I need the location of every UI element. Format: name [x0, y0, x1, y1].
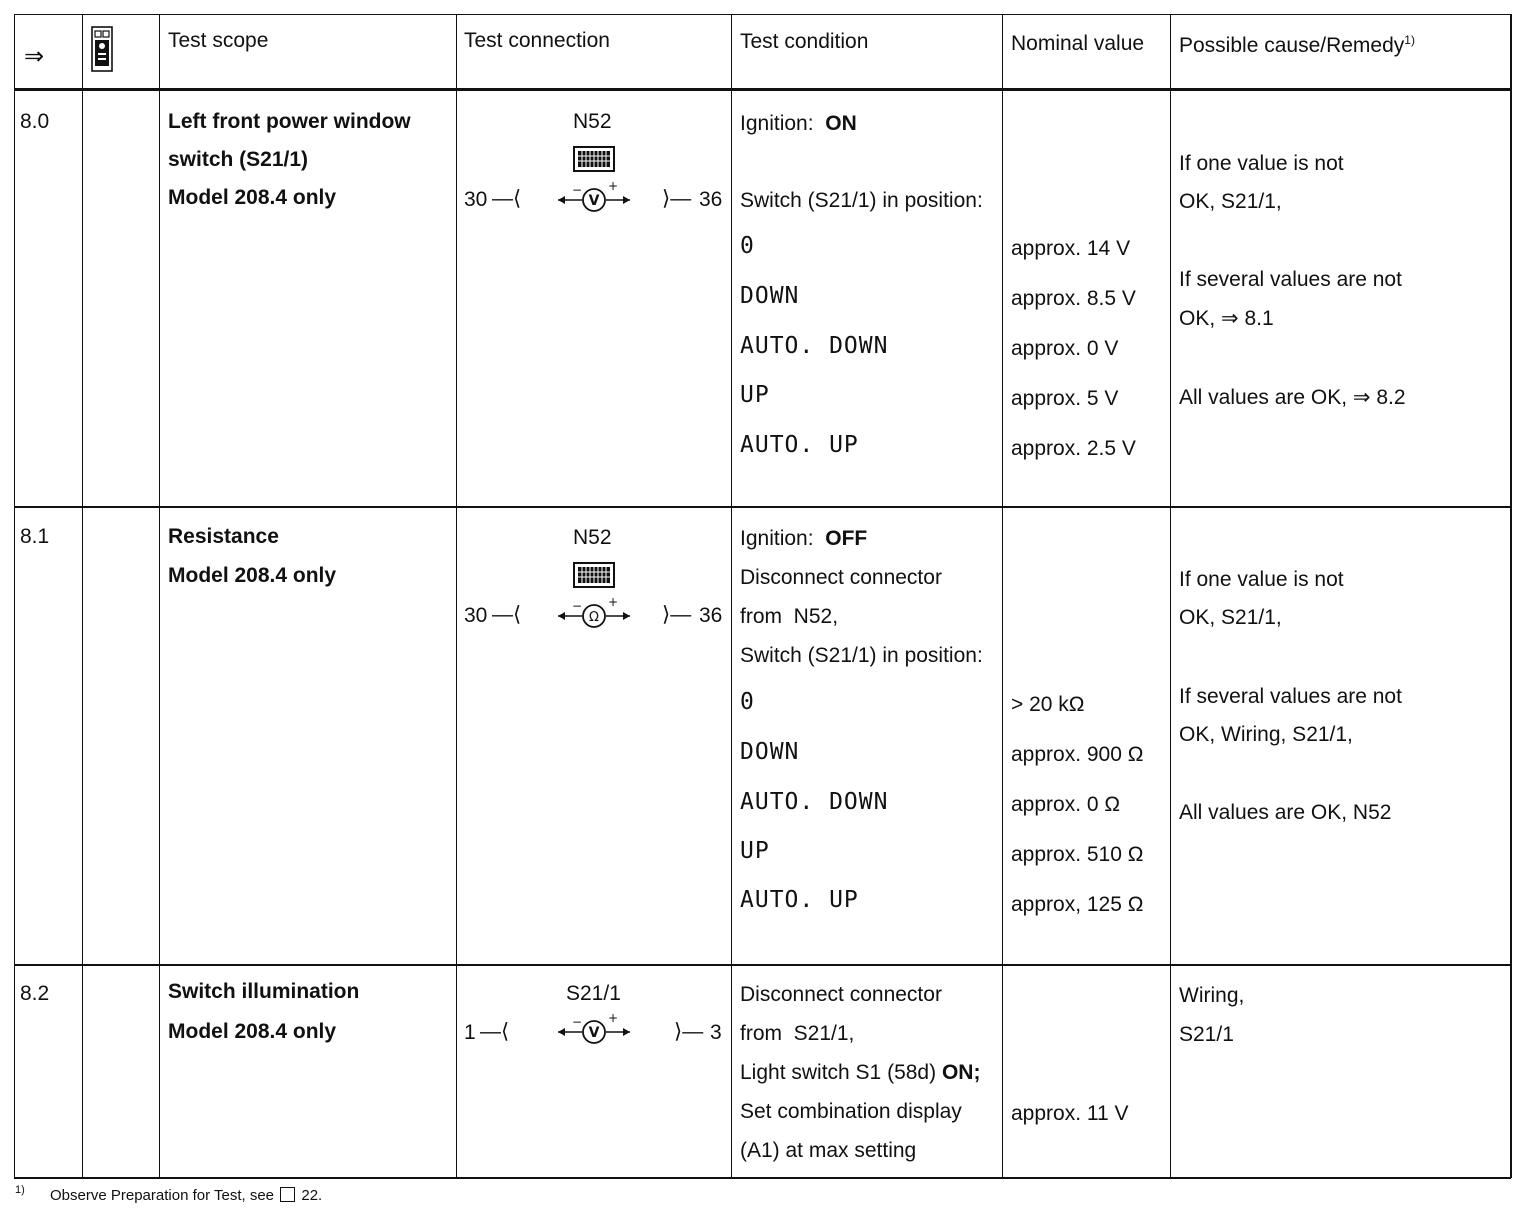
col-border-6 [1170, 14, 1171, 1178]
header-test-connection: Test connection [464, 29, 610, 52]
header-nominal-value: Nominal value [1011, 32, 1145, 55]
remedy-line: If one value is not [1179, 568, 1344, 591]
meter-symbol: V [588, 193, 600, 209]
footnote-text: Observe Preparation for Test, see 22. [50, 1187, 323, 1204]
row-divider-2 [14, 964, 1511, 966]
col-border-2 [159, 14, 160, 1178]
nominal-value: > 20 kΩ [1011, 693, 1085, 716]
meter-symbol: V [588, 1025, 600, 1041]
left-pin: 30 [464, 604, 488, 627]
condition-text: Light switch S1 (58d) ON; [740, 1061, 981, 1084]
col-border-3 [456, 14, 457, 1178]
remedy-line: Wiring, [1179, 984, 1245, 1007]
remedy-line: If one value is not [1179, 152, 1344, 175]
switch-position: UP [740, 382, 770, 408]
left-pin-symbol: —⟨ [480, 1020, 510, 1043]
condition-text: Set combination display [740, 1100, 962, 1123]
header-possible-cause: Possible cause/Remedy$^{1)}$ [1179, 33, 1415, 57]
step-number: 8.2 [20, 982, 50, 1005]
switch-position: AUTO. UP [740, 432, 859, 458]
voltmeter-icon [556, 1010, 632, 1051]
switch-position: UP [740, 838, 770, 864]
switch-position: 0 [740, 233, 755, 259]
step-number: 8.0 [20, 110, 50, 133]
switch-position: AUTO. UP [740, 887, 859, 913]
header-test-condition: Test condition [740, 30, 869, 53]
header-divider [14, 88, 1511, 91]
nominal-value: approx, 125 Ω [1011, 893, 1144, 916]
right-pin-symbol: ⟩— [662, 187, 692, 210]
table-top-border [14, 14, 1511, 15]
nominal-value: approx. 510 Ω [1011, 843, 1144, 866]
condition-text: Switch (S21/1) in position: [740, 189, 983, 212]
switch-position: DOWN [740, 739, 800, 765]
step-number: 8.1 [20, 525, 50, 548]
remedy-line: If several values are not [1179, 268, 1402, 291]
connection-component: N52 [573, 110, 612, 133]
right-pin: 36 [699, 604, 723, 627]
right-pin: 3 [710, 1021, 722, 1044]
remedy-line: OK, S21/1, [1179, 190, 1282, 213]
scope-line: Model 208.4 only [168, 1020, 337, 1043]
nominal-value: approx. 900 Ω [1011, 743, 1144, 766]
connection-component: N52 [573, 526, 612, 549]
switch-position: 0 [740, 689, 755, 715]
switch-position: AUTO. DOWN [740, 333, 889, 359]
nominal-value: approx. 2.5 V [1011, 437, 1136, 460]
connection-component: S21/1 [566, 982, 621, 1005]
meter-symbol: Ω [589, 610, 599, 625]
remedy-line: S21/1 [1179, 1023, 1234, 1046]
remedy-line: OK, S21/1, [1179, 606, 1282, 629]
right-pin-symbol: ⟩— [662, 603, 692, 626]
scope-line: Resistance [168, 525, 279, 548]
tester-icon [91, 26, 113, 77]
connector-box-icon [573, 144, 615, 177]
svg-text:−: − [572, 1015, 583, 1029]
scope-line: switch (S21/1) [168, 148, 309, 171]
header-arrow: ⇒ [24, 43, 45, 70]
nominal-value: approx. 0 Ω [1011, 793, 1121, 816]
nominal-value: approx. 11 V [1011, 1102, 1129, 1125]
ignition-line: Ignition: OFF [740, 527, 868, 550]
condition-text: Switch (S21/1) in position: [740, 644, 983, 667]
ohmmeter-icon [556, 594, 632, 635]
switch-position: DOWN [740, 283, 800, 309]
left-pin: 1 [464, 1021, 476, 1044]
svg-text:−: − [572, 599, 583, 613]
svg-text:+: + [608, 595, 619, 609]
condition-text: Disconnect connector [740, 983, 942, 1006]
col-border-left [14, 14, 15, 1178]
scope-line: Model 208.4 only [168, 186, 337, 209]
footnote-marker: 1) [15, 1184, 25, 1196]
remedy-line: OK, Wiring, S21/1, [1179, 723, 1353, 746]
col-border-4 [731, 14, 732, 1178]
col-border-right [1510, 14, 1512, 1178]
scope-line: Model 208.4 only [168, 564, 337, 587]
nominal-value: approx. 5 V [1011, 387, 1119, 410]
row-divider-1 [14, 506, 1511, 508]
book-reference-icon [280, 1187, 295, 1202]
scope-line: Left front power window [168, 110, 411, 133]
header-test-scope: Test scope [168, 29, 269, 52]
right-pin: 36 [699, 188, 723, 211]
remedy-line: All values are OK, ⇒ 8.2 [1179, 386, 1406, 409]
scope-line: Switch illumination [168, 980, 360, 1003]
left-pin-symbol: —⟨ [492, 187, 522, 210]
nominal-value: approx. 0 V [1011, 337, 1119, 360]
svg-text:+: + [608, 1011, 619, 1025]
svg-text:−: − [572, 183, 583, 197]
condition-text: (A1) at max setting [740, 1139, 917, 1162]
ignition-line: Ignition: ON [740, 112, 857, 135]
switch-position: AUTO. DOWN [740, 789, 889, 815]
condition-text: from S21/1, [740, 1022, 855, 1045]
col-border-5 [1002, 14, 1003, 1178]
connector-box-icon [573, 560, 615, 593]
right-pin-symbol: ⟩— [674, 1020, 704, 1043]
condition-text: from N52, [740, 605, 839, 628]
left-pin: 30 [464, 188, 488, 211]
condition-text: Disconnect connector [740, 566, 942, 589]
voltmeter-icon [556, 178, 632, 219]
svg-text:+: + [608, 179, 619, 193]
left-pin-symbol: —⟨ [492, 603, 522, 626]
remedy-line: If several values are not [1179, 685, 1402, 708]
nominal-value: approx. 14 V [1011, 237, 1131, 260]
remedy-line: OK, ⇒ 8.1 [1179, 307, 1274, 330]
remedy-line: All values are OK, N52 [1179, 801, 1392, 824]
nominal-value: approx. 8.5 V [1011, 287, 1136, 310]
col-border-1 [82, 14, 83, 1178]
table-bottom-border [14, 1177, 1511, 1179]
